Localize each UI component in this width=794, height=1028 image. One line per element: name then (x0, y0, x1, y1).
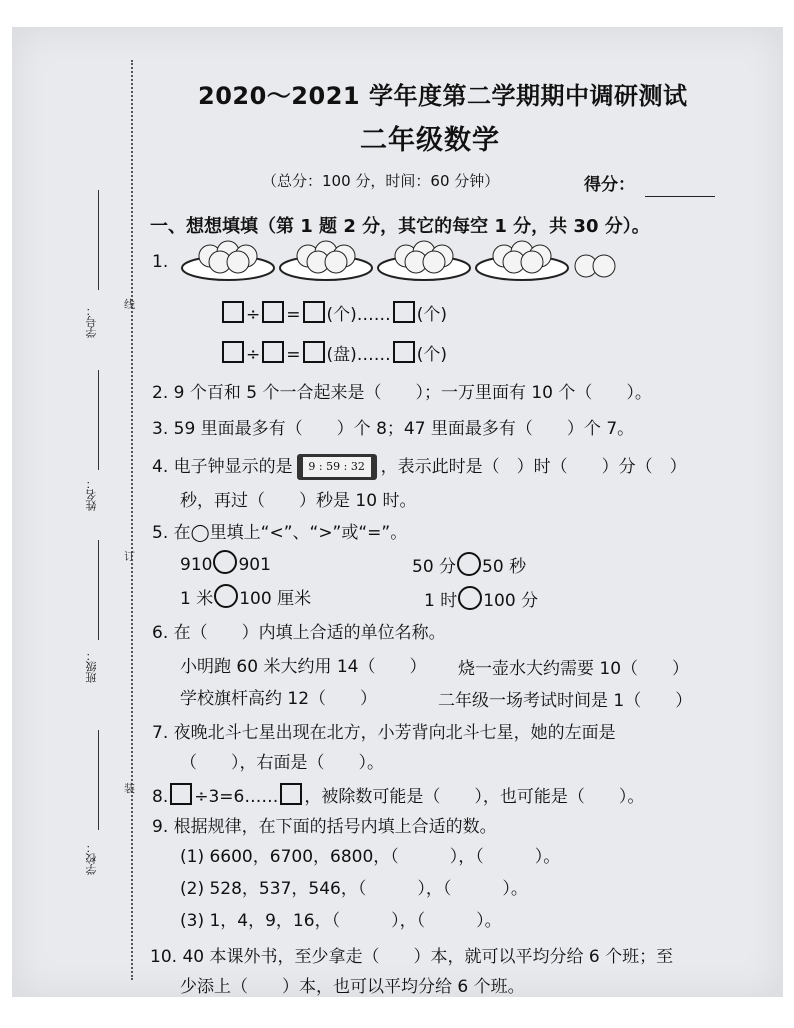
score-label: 得分： (584, 175, 635, 195)
compare-circle[interactable] (213, 550, 237, 574)
school-line (98, 730, 99, 830)
q1-row2: ÷ = (盘)…… (个) (220, 340, 447, 365)
q9: 9. 根据规律，在下面的括号内填上合适的数。 (152, 817, 497, 837)
binding-mark-staple: 订 (124, 550, 135, 563)
student-no-line (98, 190, 99, 290)
q7-line2: （ ），右面是（ ）。 (180, 753, 384, 773)
q6-b: 烧一壶水大约需要 10（ ） (458, 659, 690, 679)
binding-mark-bind: 装 (124, 782, 135, 795)
plate-4 (476, 241, 568, 280)
name-line (98, 370, 99, 470)
exam-title: 2020～2021 学年度第二学期期中调研测试 (198, 82, 688, 110)
q9-b: (2) 528，537，546，（ ），（ ）。 (180, 879, 528, 899)
loose-peaches (575, 255, 615, 277)
q9-c: (3) 1，4，9，16，（ ），（ ）。 (180, 911, 502, 931)
q3: 3. 59 里面最多有（ ）个 8；47 里面最多有（ ）个 7。 (152, 419, 635, 439)
answer-box[interactable] (222, 341, 244, 363)
q5-item-3: 1 米 100 厘米 (180, 584, 311, 609)
unit-label: (个) (416, 345, 448, 365)
q7-line1: 7. 夜晚北斗七星出现在北方，小芳背向北斗七星，她的左面是 (152, 723, 616, 743)
peach-plates-illustration (180, 228, 630, 288)
answer-box[interactable] (393, 341, 415, 363)
school-label: 学校： (85, 842, 98, 875)
unit-label: (个)…… (326, 305, 391, 325)
q2: 2. 9 个百和 5 个一合起来是（ ）；一万里面有 10 个（ ）。 (152, 383, 652, 403)
q6-a: 小明跑 60 米大约用 14（ ） (180, 657, 427, 677)
score-blank[interactable] (645, 196, 715, 197)
class-label: 班级： (85, 650, 98, 683)
answer-box[interactable] (280, 783, 302, 805)
answer-box[interactable] (393, 301, 415, 323)
answer-box[interactable] (222, 301, 244, 323)
exam-meta: （总分：100 分，时间：60 分钟） (262, 172, 500, 190)
q8: 8. ÷3=6…… ，被除数可能是（ ），也可能是（ ）。 (152, 782, 644, 807)
unit-label: (盘)…… (326, 345, 391, 365)
compare-circle[interactable] (214, 584, 238, 608)
q6: 6. 在（ ）内填上合适的单位名称。 (152, 623, 446, 643)
q10-line1: 10. 40 本课外书，至少拿走（ ）本，就可以平均分给 6 个班；至 (150, 947, 674, 967)
answer-box[interactable] (303, 301, 325, 323)
q5: 5. 在◯里填上“<”、“>”或“=”。 (152, 523, 408, 543)
section-heading: 一、想想填填（第 1 题 2 分，其它的每空 1 分，共 30 分）。 (150, 216, 650, 237)
q4-line2: 秒，再过（ ）秒是 10 时。 (180, 491, 417, 511)
plate-2 (280, 241, 372, 280)
answer-box[interactable] (170, 783, 192, 805)
plate-3 (378, 241, 470, 280)
q10-line2: 少添上（ ）本，也可以平均分给 6 个班。 (180, 977, 525, 997)
digital-clock: 9 : 59 : 32 (297, 454, 377, 480)
plate-1 (182, 241, 274, 280)
q6-d: 二年级一场考试时间是 1（ ） (438, 691, 693, 711)
q9-a: (1) 6600，6700，6800，（ ），（ ）。 (180, 847, 561, 867)
answer-box[interactable] (262, 301, 284, 323)
exam-subject: 二年级数学 (360, 125, 500, 156)
q5-item-4: 1 时 100 分 (424, 586, 538, 611)
q4-line1: 4. 电子钟显示的是 9 : 59 : 32 ，表示此时是（ ）时（ ）分（ ） (152, 452, 687, 480)
class-line (98, 540, 99, 640)
compare-circle[interactable] (458, 586, 482, 610)
q1-row1: ÷ = (个)…… (个) (220, 300, 447, 325)
q5-item-1: 910 901 (180, 550, 271, 575)
student-no-label: 学号： (85, 305, 98, 338)
name-label: 姓名： (85, 478, 98, 511)
compare-circle[interactable] (457, 552, 481, 576)
q5-item-2: 50 分 50 秒 (412, 552, 526, 577)
unit-label: (个) (416, 305, 448, 325)
answer-box[interactable] (262, 341, 284, 363)
answer-box[interactable] (303, 341, 325, 363)
binding-dotted-line (131, 60, 133, 980)
q6-c: 学校旗杆高约 12（ ） (180, 689, 378, 709)
binding-mark-line: 线 (124, 298, 135, 311)
q1-number: 1. (152, 252, 169, 272)
